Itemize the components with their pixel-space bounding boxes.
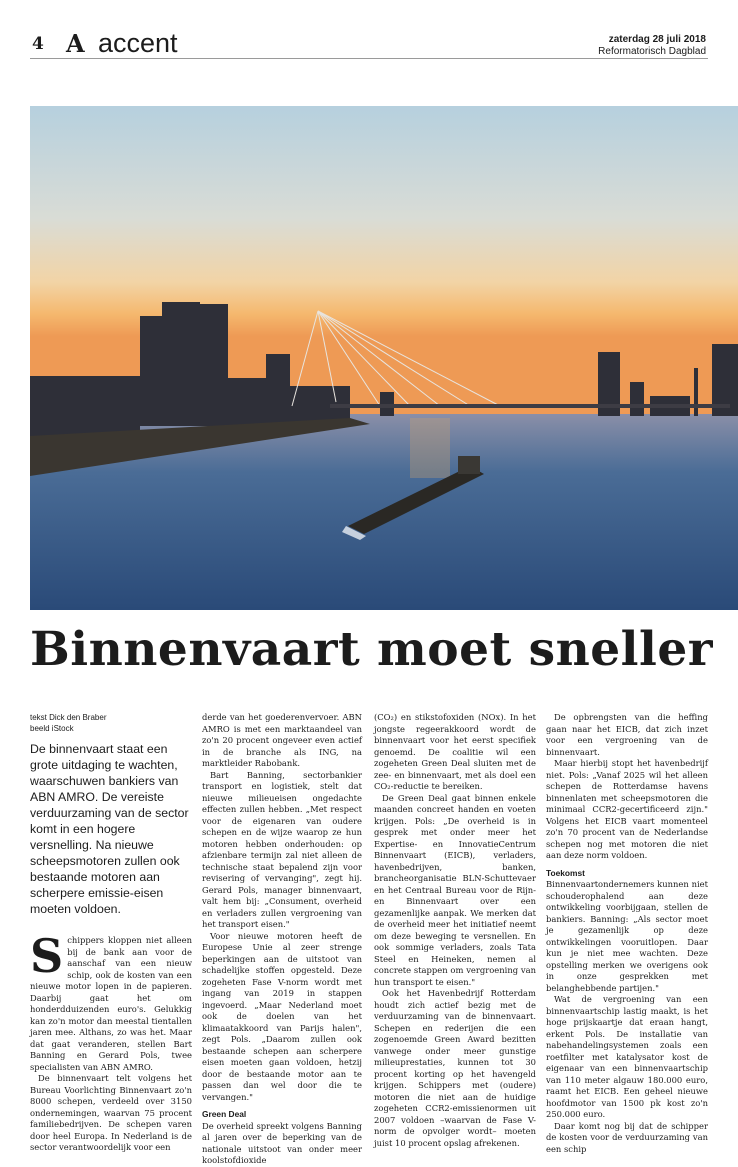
body-paragraph: Bart Banning, sectorbankier transport en logistiek, stelt dat nieuwe milieueisen ongedachte effecten zullen hebben. „Met respect voor de eigenaren van oudere schepen en de wijze waarop ze hun motoren hebben onderhouden: op afzienbare termijn zal niet alleen de technische staat bepalend zijn voor revisering of vervanging", zegt hij. Gerard Pols, manager binnenvaart, valt hem bij: „Consument, overheid en verladers zullen vergroening van het transport eisen." [202, 769, 362, 929]
body-paragraph: Ook het Havenbedrijf Rotterdam houdt zich actief bezig met de verduurzaming van de binnenvaart. Schepen en rederijen die een zogenoemde Green Award bezitten vanwege onder meer gunstige milieuprestaties, kunnen tot 30 procent korting op het havengeld krijgen. Schippers met (oudere) motoren die niet aan de huidige zogeheten CCR2-emissienormen uit 2007 voldoen –waarvan de Fase V-norm de opvolger wordt– moeten juist 10 procent opslag afrekenen. [374, 988, 536, 1148]
article-column-2 [202, 712, 362, 1167]
newspaper-name: Reformatorisch Dagblad [598, 46, 706, 57]
body-paragraph: De opbrengsten van die heffing gaan naar het EICB, dat zich inzet voor een vergroening van de binnenvaart. [546, 712, 708, 757]
issue-date: zaterdag 28 juli 2018 [608, 34, 706, 45]
body-paragraph: (CO₂) en stikstofoxiden (NOx). In het jongste regeerakkoord wordt de binnenvaart voor het eerst specifiek genoemd. De coalitie wil een zogeheten Green Deal sluiten met de zee- en binnenvaart, met als doel een CO₂-reductie te bereiken. [374, 712, 536, 791]
body-paragraph: Voor nieuwe motoren heeft de Europese Unie al zeer strenge beperkingen aan de uitstoot van schadelijke stoffen opgesteld. Deze zogeheten Fase V-norm wordt met ingang van 2019 in stappen ingevoerd. „Maar Nederland moet ook de doelen van het klimaatakkoord van Parijs halen", zegt Pols. „Daarom zullen ook bestaande schepen aan scherpere eisen moeten gaan voldoen, hetzij door de bestaande motor aan te passen dan wel door die te vervangen." [202, 930, 362, 1102]
page-header [0, 0, 738, 62]
article-headline: Binnenvaart moet sneller [30, 622, 714, 677]
drop-cap: S [30, 929, 64, 983]
rotterdam-skyline-image [30, 106, 738, 610]
body-paragraph: De binnenvaart telt volgens het Bureau Voorlichting Binnenvaart zo'n 8000 schepen, verdeeld over 3150 ondernemingen, waarvan 75 procent familiebedrijven. De schepen varen door heel Europa. In Nederland is de sector verantwoordelijk voor een [30, 1073, 192, 1152]
body-paragraph: Daar komt nog bij dat de schipper de kosten voor de verduurzaming van een schip [546, 1120, 708, 1154]
article-intro: De binnenvaart staat een grote uitdaging te wachten, waarschuwen bankiers van ABN AMRO. De vereiste verduurzaming van de sector komt in een hogere versnelling. Na nieuwe scheepsmotoren zullen ook bestaande motoren aan scherpere emissie-eisen moeten voldoen. [30, 742, 189, 916]
header-divider [30, 58, 708, 59]
byline-image: beeld iStock [30, 724, 74, 733]
body-paragraph: De Green Deal gaat binnen enkele maanden concreet handen en voeten krijgen. Pols: „De overheid is in gesprek met onder meer het Expertise- en InnovatieCentrum Binnenvaart (EICB), verladers, havenbedrijven, banken, brancheorganisatie BLN-Schuttevaer en het Centraal Bureau voor de Rijn- en Binnenvaart over een gezamenlijke aanpak. We merken dat de overheid meer het initiatief neemt om deze beweging te versnellen. En ook sommige verladers, zoals Tata Steel en Heineken, nemen al concrete stappen om vergroening van hun transport te eisen." [374, 792, 536, 987]
subheading-green-deal: Green Deal [202, 1109, 247, 1119]
body-paragraph: Binnenvaartondernemers kunnen niet schouderophalend aan deze ontwikkeling voorbijgaan, stellen de bankiers. Banning: „Als sector moet je gezamenlijk op deze ontwikkelingen vooruitlopen. Daar kun je niet mee wachten. Deze opstelling merken we overigens ook in onze gesprekken met belanghebbende partijen." [546, 879, 708, 993]
body-paragraph: Maar hierbij stopt het havenbedrijf niet. Pols: „Vanaf 2025 wil het alleen schepen de Rotterdamse havens binnenlaten met scheepsmotoren die minimaal CCR2-gecertificeerd zijn." Volgens het EICB vaart momenteel zo'n 70 procent van de Nederlandse schepen nog met motoren die niet aan deze norm voldoen. [546, 758, 708, 860]
article-column-3 [374, 712, 536, 1149]
page-number: 4 [32, 34, 44, 54]
body-paragraph: derde van het goederenvervoer. ABN AMRO is met een marktaandeel van zo'n 20 procent ongeveer even actief in de branche als ING, na marktleider Rabobank. [202, 712, 362, 768]
article-column-4 [546, 712, 708, 1155]
section-title: accent [98, 28, 178, 58]
subheading-toekomst: Toekomst [546, 867, 585, 878]
newspaper-logo: A [66, 29, 85, 58]
article-photo [30, 106, 738, 610]
body-paragraph: Wat de vergroening van een binnenvaartschip lastig maakt, is het hoge prijskaartje dat eraan hangt, erkent Pols. De installatie van nabehandelingsystemen zoals een roetfilter met katalysator kost de eigenaar van een binnenvaartschip van 110 meter algauw 180.000 euro, raamt het EICB. Een geheel nieuwe hoofdmotor van 1500 pk kost zo'n 250.000 euro. [546, 994, 708, 1119]
article-column-1 [30, 712, 192, 1154]
body-paragraph: De overheid spreekt volgens Banning al jaren over de beperking van de nationale uitstoot van onder meer koolstofdioxide [202, 1120, 362, 1165]
body-paragraph: chippers kloppen niet alleen bij de bank aan voor de aanschaf van een nieuw schip, ook de kosten van een nieuwe motor lopen in de papieren. Daarbij gaat het om honderdduizenden euro's. Gelukkig kan zo'n motor dan meestal tientallen jaren mee. Althans, zo was het. Maar dat gaat veranderen, stellen Bart Banning en Gerard Pols, twee specialisten van ABN AMRO. [30, 935, 192, 1072]
issue-info [598, 34, 706, 58]
byline-author: tekst Dick den Braber [30, 713, 107, 722]
